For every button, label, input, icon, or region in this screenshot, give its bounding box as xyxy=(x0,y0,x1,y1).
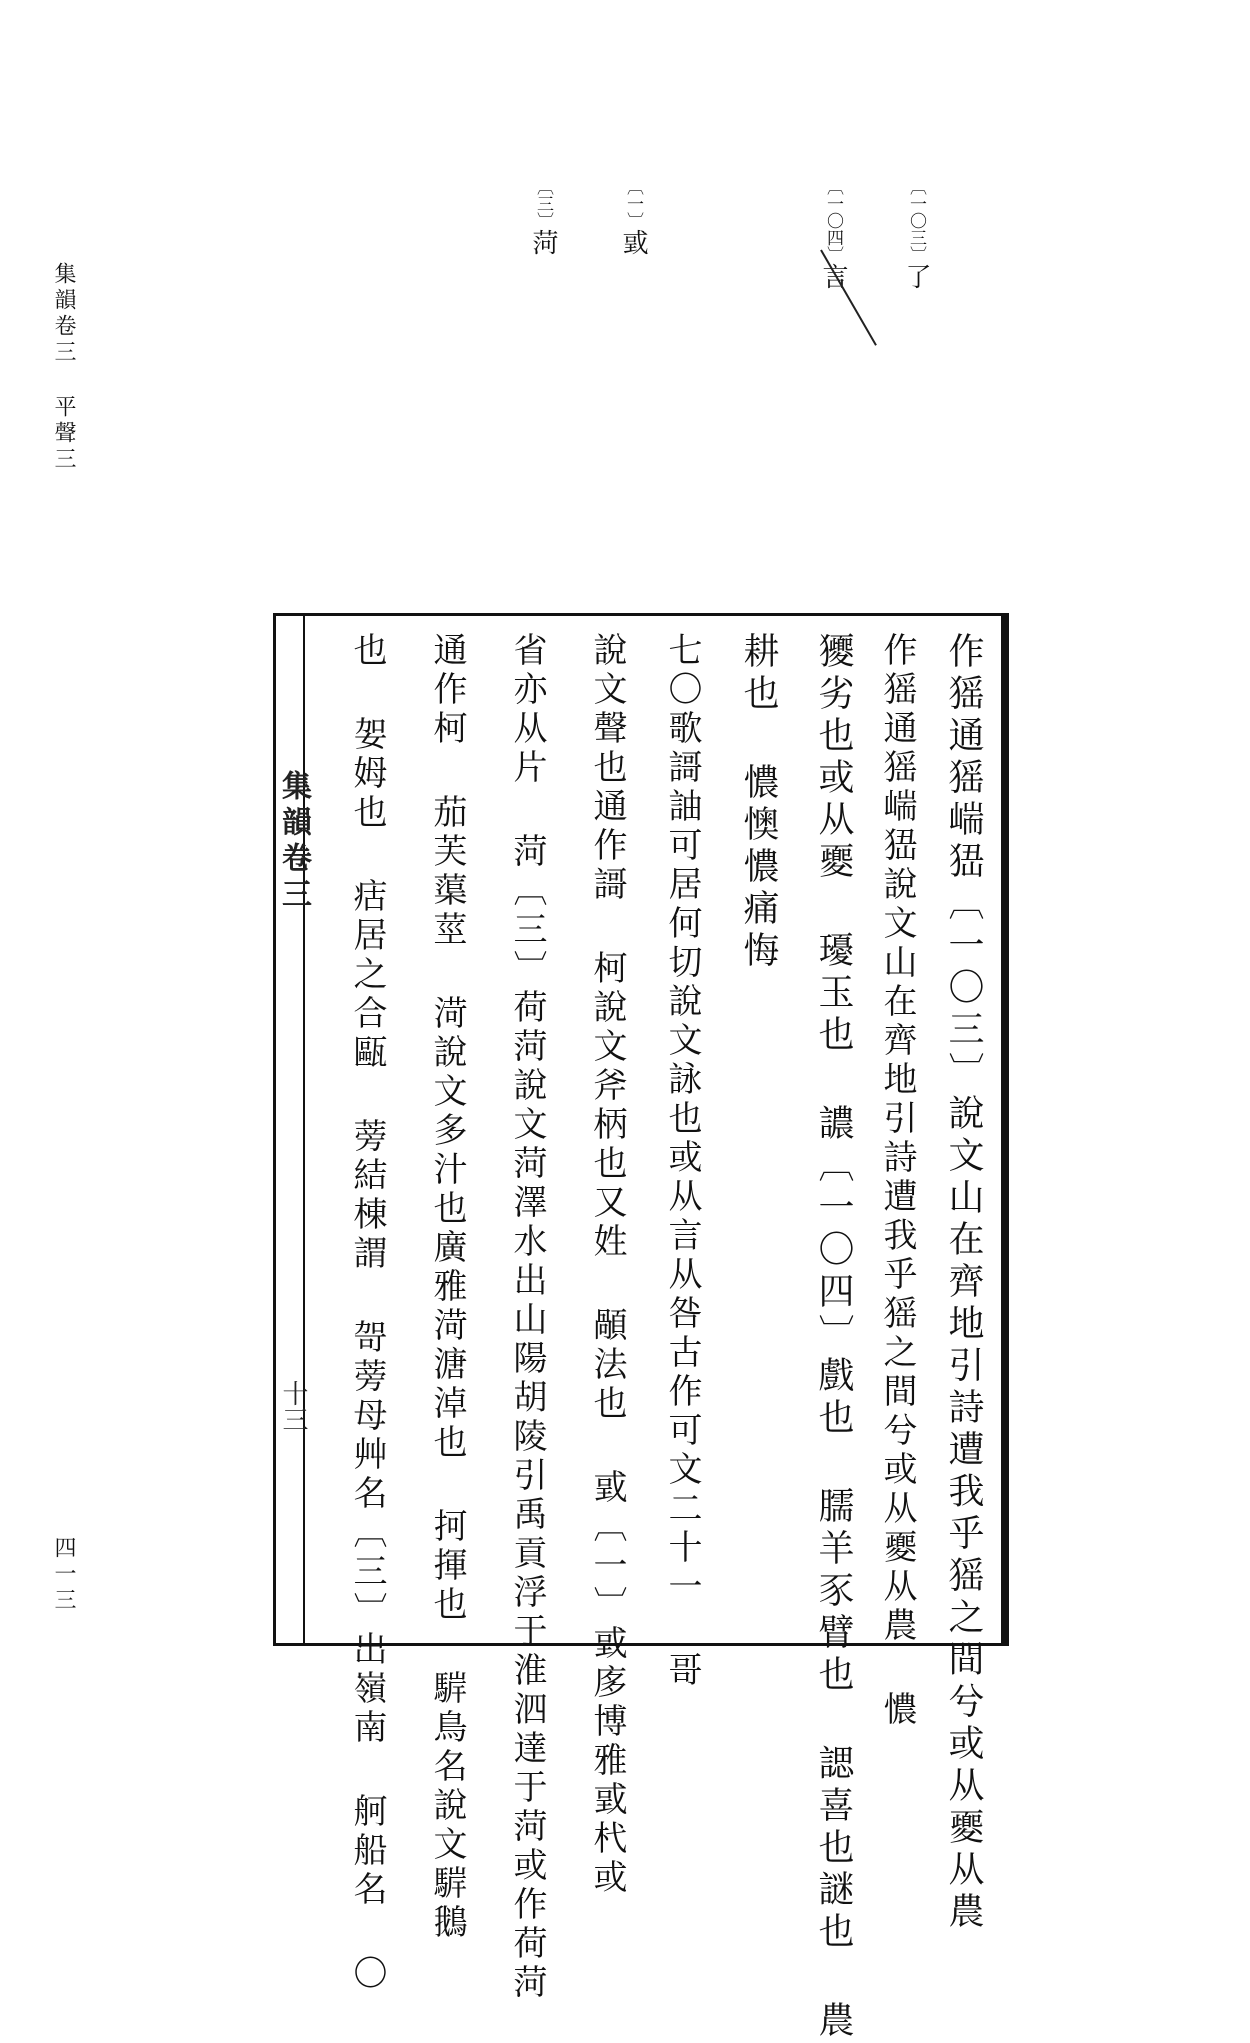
block-gutter xyxy=(273,613,308,1646)
column-text: 七〇歌謌䛆可居何切說文詠也或从言从咎古作可文二十一 哥 xyxy=(662,632,702,1691)
text-column xyxy=(740,632,786,1632)
column-text: 通作柯 茄芙蕖莖 渮說文多汁也廣雅渮溏淖也 抲揮也 䮗鳥名說文䮗鵝 xyxy=(427,632,467,1943)
gutter-folio: 十三 xyxy=(278,1380,308,1432)
text-column xyxy=(427,632,476,1943)
collation-note xyxy=(820,178,846,299)
column-text: 耕也 憹懊憹痛悔 xyxy=(738,632,779,973)
text-column xyxy=(662,632,711,1691)
collation-note xyxy=(903,178,929,299)
column-text: 也 妿姆也 㽽居之合甌 蒡結棟謂 哿蒡母艸名〔三〕出嶺南 舸船名 〇 xyxy=(347,632,387,1994)
note-marker: 〔三〕 xyxy=(533,178,553,229)
note-marker: 〔一〇四〕 xyxy=(823,178,843,263)
note-text: 戜 xyxy=(618,229,648,265)
note-marker: 〔一〇三〕 xyxy=(906,178,926,263)
running-head: 集韻卷三 平聲三 xyxy=(51,262,76,473)
page-number: 四一三 xyxy=(51,1536,76,1614)
column-text: 說文聲也通作謌 柯說文斧柄也又姓 䫚法也 戜〔一〕戜㢁博雅戜杙或 xyxy=(587,632,627,1898)
note-text: 菏 xyxy=(528,229,558,265)
collation-note xyxy=(530,178,556,265)
note-marker: 〔一〕 xyxy=(623,178,643,229)
text-column xyxy=(347,632,396,1994)
column-text: 作猺通猺㟨峱〔一〇三〕說文山在齊地引詩遭我乎猺之間兮或从夒从農 xyxy=(943,632,984,1934)
column-text: 省亦从片 菏〔三〕荷菏說文菏澤水出山陽胡陵引禹貢浮于淮泗達于菏或作荷菏 xyxy=(507,632,547,2003)
text-column xyxy=(813,632,861,2043)
note-text: 言 xyxy=(818,263,848,299)
column-text: 獿劣也或从夒 瓇玉也 譨〔一〇四〕戲也 臑羊豕臂也 諰喜也謎也 農 xyxy=(813,632,854,2043)
gutter-title: 集韻卷三 xyxy=(276,770,311,914)
column-text: 作猺通猺㟨峱說文山在齊地引詩遭我乎猺之間兮或从夒从農 憹 xyxy=(877,632,917,1730)
text-column xyxy=(877,632,926,1730)
note-text: 了 xyxy=(901,263,931,299)
text-column xyxy=(587,632,636,1898)
text-column xyxy=(943,632,991,1934)
text-column xyxy=(507,632,556,2003)
collation-note xyxy=(620,178,646,265)
